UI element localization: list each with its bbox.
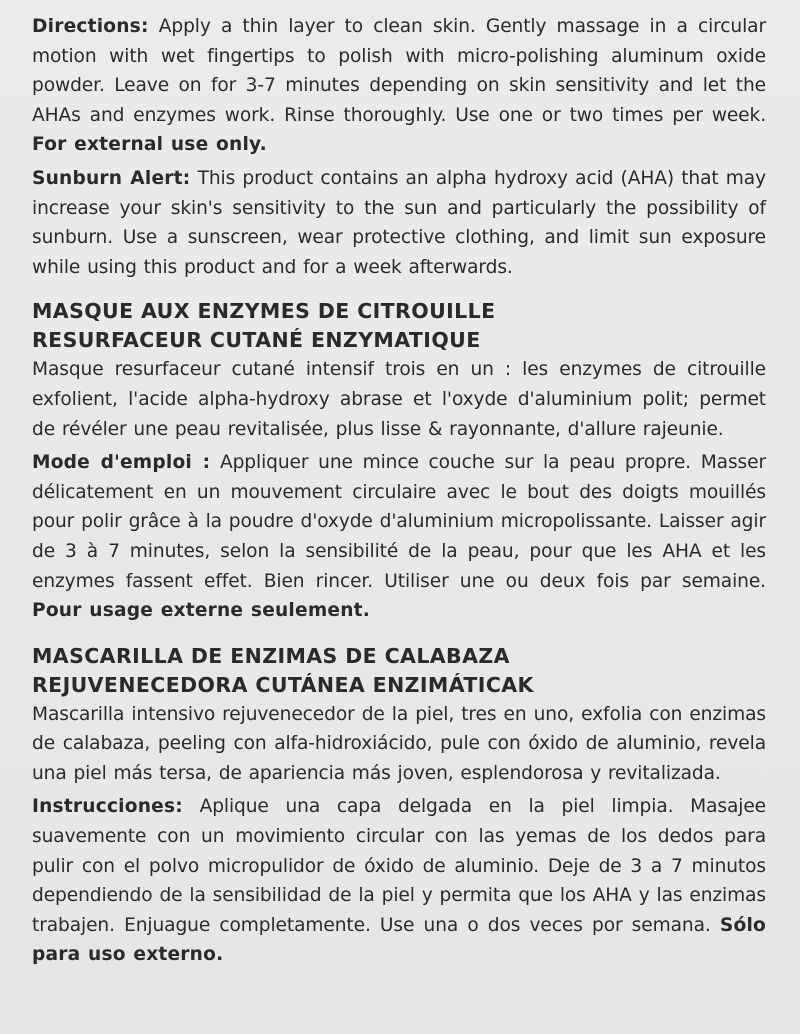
instrucciones-text: Aplique una capa delgada en la piel limpia. Masajee suavemente con un movimiento circular con las yemas de los dedos para pulir con el polvo micropulidor de óxido de aluminio. Deje de 3 a 7 minutos dependiendo de la sensibilidad de la piel y permita que los AHA y las enzimas trabajen. Enjuague completamente. Use una o dos veces por semana. xyxy=(32,796,766,936)
spanish-heading-line-1: MASCARILLA DE ENZIMAS DE CALABAZA xyxy=(32,643,510,668)
external-use-warning: For external use only. xyxy=(32,134,267,156)
section-spacer xyxy=(32,626,766,642)
uso-externo-warning: Sólo para uso externo. xyxy=(32,914,766,966)
usage-externe-warning: Pour usage externe seulement. xyxy=(32,600,370,622)
directions-label: Directions: xyxy=(32,16,149,37)
sunburn-alert-label: Sunburn Alert: xyxy=(32,167,191,189)
spanish-heading-line-2: REJUVENECEDORA CUTÁNEA ENZIMÁTICAK xyxy=(32,672,534,697)
sunburn-alert-text: This product contains an alpha hydroxy acid (AHA) that may increase your skin's sensitivity to the sun and particularly the possibility of sunburn. Use a sunscreen, wear protective clothing, and limit sun exposure while using this product and for a week afterwards. xyxy=(32,167,766,278)
english-directions-paragraph xyxy=(32,12,766,160)
sunburn-alert-paragraph xyxy=(32,164,766,282)
spanish-description-paragraph: Mascarilla intensivo rejuvenecedor de la piel, tres en uno, exfolia con enzimas de calabaza, peeling con alfa-hidroxiácido, pule con óxido de aluminio, revela una piel más tersa, de apariencia más joven, esplendorosa y revitalizada. xyxy=(32,703,766,784)
french-description-paragraph: Masque resurfaceur cutané intensif trois en un : les enzymes de citrouille exfolient, l'acide alpha-hydroxy abrase et l'oxyde d'aluminium polit; permet de révéler une peau revitalisée, plus lisse & rayonnante, d'allure rajeunie. xyxy=(32,359,766,440)
mode-emploi-label: Mode d'emploi : xyxy=(32,452,211,474)
instrucciones-label: Instrucciones: xyxy=(32,796,183,818)
section-spacer xyxy=(32,282,766,297)
french-heading-line-2: RESURFACEUR CUTANÉ ENZYMATIQUE xyxy=(32,328,481,353)
directions-text: Apply a thin layer to clean skin. Gently massage in a circular motion with wet fingertips to polish with micro-polishing aluminum oxide powder. Leave on for 3-7 minutes depending on skin sensitivity and let the AHAs and enzymes work. Rinse thoroughly. Use one or two times per week. xyxy=(32,16,766,126)
spanish-instrucciones-paragraph xyxy=(32,792,766,970)
mode-emploi-text: Appliquer une mince couche sur la peau propre. Masser délicatement en un mouvement circulaire avec le bout des doigts mouillés pour polir grâce à la poudre d'oxyde d'aluminium micropolissante. Laisser agir de 3 à 7 minutes, selon la sensibilité de la peau, pour que les AHA et les enzymes fassent effet. Bien rincer. Utiliser une ou deux fois par semaine. xyxy=(32,452,767,592)
french-heading-line-1: MASQUE AUX ENZYMES DE CITROUILLE xyxy=(32,299,496,324)
french-mode-emploi-paragraph xyxy=(32,448,766,626)
